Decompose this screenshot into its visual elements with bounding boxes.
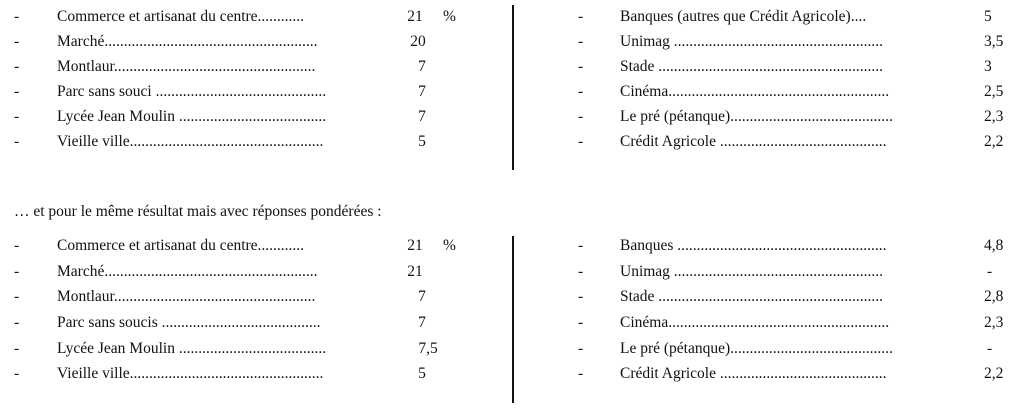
list-item [0,79,1024,104]
list-item [0,233,1024,258]
item-label: Le pré (pétanque).......................................... [620,108,893,125]
item-value: 5 [418,133,426,150]
item-value: - [987,340,993,357]
item-value: 7 [418,108,426,125]
bullet-dash: - [14,8,20,25]
item-value: 4,8 [984,237,1004,254]
bullet-dash: - [14,288,20,305]
bullet-dash: - [14,108,20,125]
list-item [0,4,1024,29]
item-value: 3,5 [984,33,1004,50]
bullet-dash: - [578,33,584,50]
item-label: Lycée Jean Moulin ...................................... [57,340,327,357]
bullet-dash: - [14,83,20,100]
item-label: Parc sans souci ............................................ [57,83,327,100]
list-item [0,310,1024,335]
bullet-dash: - [578,133,584,150]
item-label: Marché....................................................... [57,263,318,280]
bullet-dash: - [14,365,20,382]
bullet-dash: - [14,58,20,75]
item-label: Banques ...................................................... [620,237,887,254]
list-item [0,129,1024,154]
list-item [0,104,1024,129]
bullet-dash: - [578,365,584,382]
bullet-dash: - [14,33,20,50]
item-value: 5 [418,365,426,382]
item-value: 7 [418,58,426,75]
item-value: 21 [407,8,423,25]
bullet-dash: - [14,237,20,254]
item-label: Vieille ville.................................................. [57,365,324,382]
item-label: Stade .......................................................... [620,288,884,305]
item-value: 21 [407,263,423,280]
list-item [0,29,1024,54]
item-label: Cinéma......................................................... [620,314,890,331]
item-label: Crédit Agricole ........................................... [620,133,887,150]
item-value: 7 [418,288,426,305]
bullet-dash: - [578,83,584,100]
list-item [0,336,1024,361]
weighted-results-intro: … et pour le même résultat mais avec réponses pondérées : [14,203,382,220]
item-label: Montlaur.................................................... [57,288,316,305]
item-label: Commerce et artisanat du centre............ [57,237,305,254]
bullet-dash: - [14,263,20,280]
bullet-dash: - [578,58,584,75]
item-value: 20 [410,33,426,50]
item-label: Cinéma......................................................... [620,83,890,100]
bullet-dash: - [578,237,584,254]
list-item [0,284,1024,309]
bullet-dash: - [578,263,584,280]
item-label: Crédit Agricole ........................................... [620,365,887,382]
percent-unit: % [443,237,456,254]
item-label: Le pré (pétanque).......................................... [620,340,893,357]
item-value: 2,3 [984,314,1004,331]
bullet-dash: - [578,8,584,25]
bullet-dash: - [14,133,20,150]
list-item [0,361,1024,386]
item-value: 2,3 [984,108,1004,125]
item-label: Stade .......................................................... [620,58,884,75]
percent-unit: % [443,8,456,25]
item-value: 2,5 [984,83,1004,100]
item-value: 5 [984,8,992,25]
bullet-dash: - [14,340,20,357]
bullet-dash: - [14,314,20,331]
item-label: Commerce et artisanat du centre............ [57,8,305,25]
item-value: 7 [418,83,426,100]
bullet-dash: - [578,340,584,357]
item-label: Unimag ...................................................... [620,33,884,50]
item-value: 21 [407,237,423,254]
bullet-dash: - [578,108,584,125]
item-label: Parc sans soucis ......................................... [57,314,321,331]
item-label: Vieille ville.................................................. [57,133,324,150]
item-value: 2,8 [984,288,1004,305]
item-value: - [987,263,993,280]
bullet-dash: - [578,314,584,331]
item-label: Banques (autres que Crédit Agricole).... [620,8,867,25]
list-item [0,54,1024,79]
item-label: Unimag ...................................................... [620,263,884,280]
item-label: Montlaur.................................................... [57,58,316,75]
item-value: 7 [418,314,426,331]
item-value: 7,5 [418,340,438,357]
item-value: 3 [984,58,992,75]
item-value: 2,2 [984,365,1004,382]
bullet-dash: - [578,288,584,305]
item-value: 2,2 [984,133,1004,150]
item-label: Marché....................................................... [57,33,318,50]
list-item [0,259,1024,284]
item-label: Lycée Jean Moulin ...................................... [57,108,327,125]
